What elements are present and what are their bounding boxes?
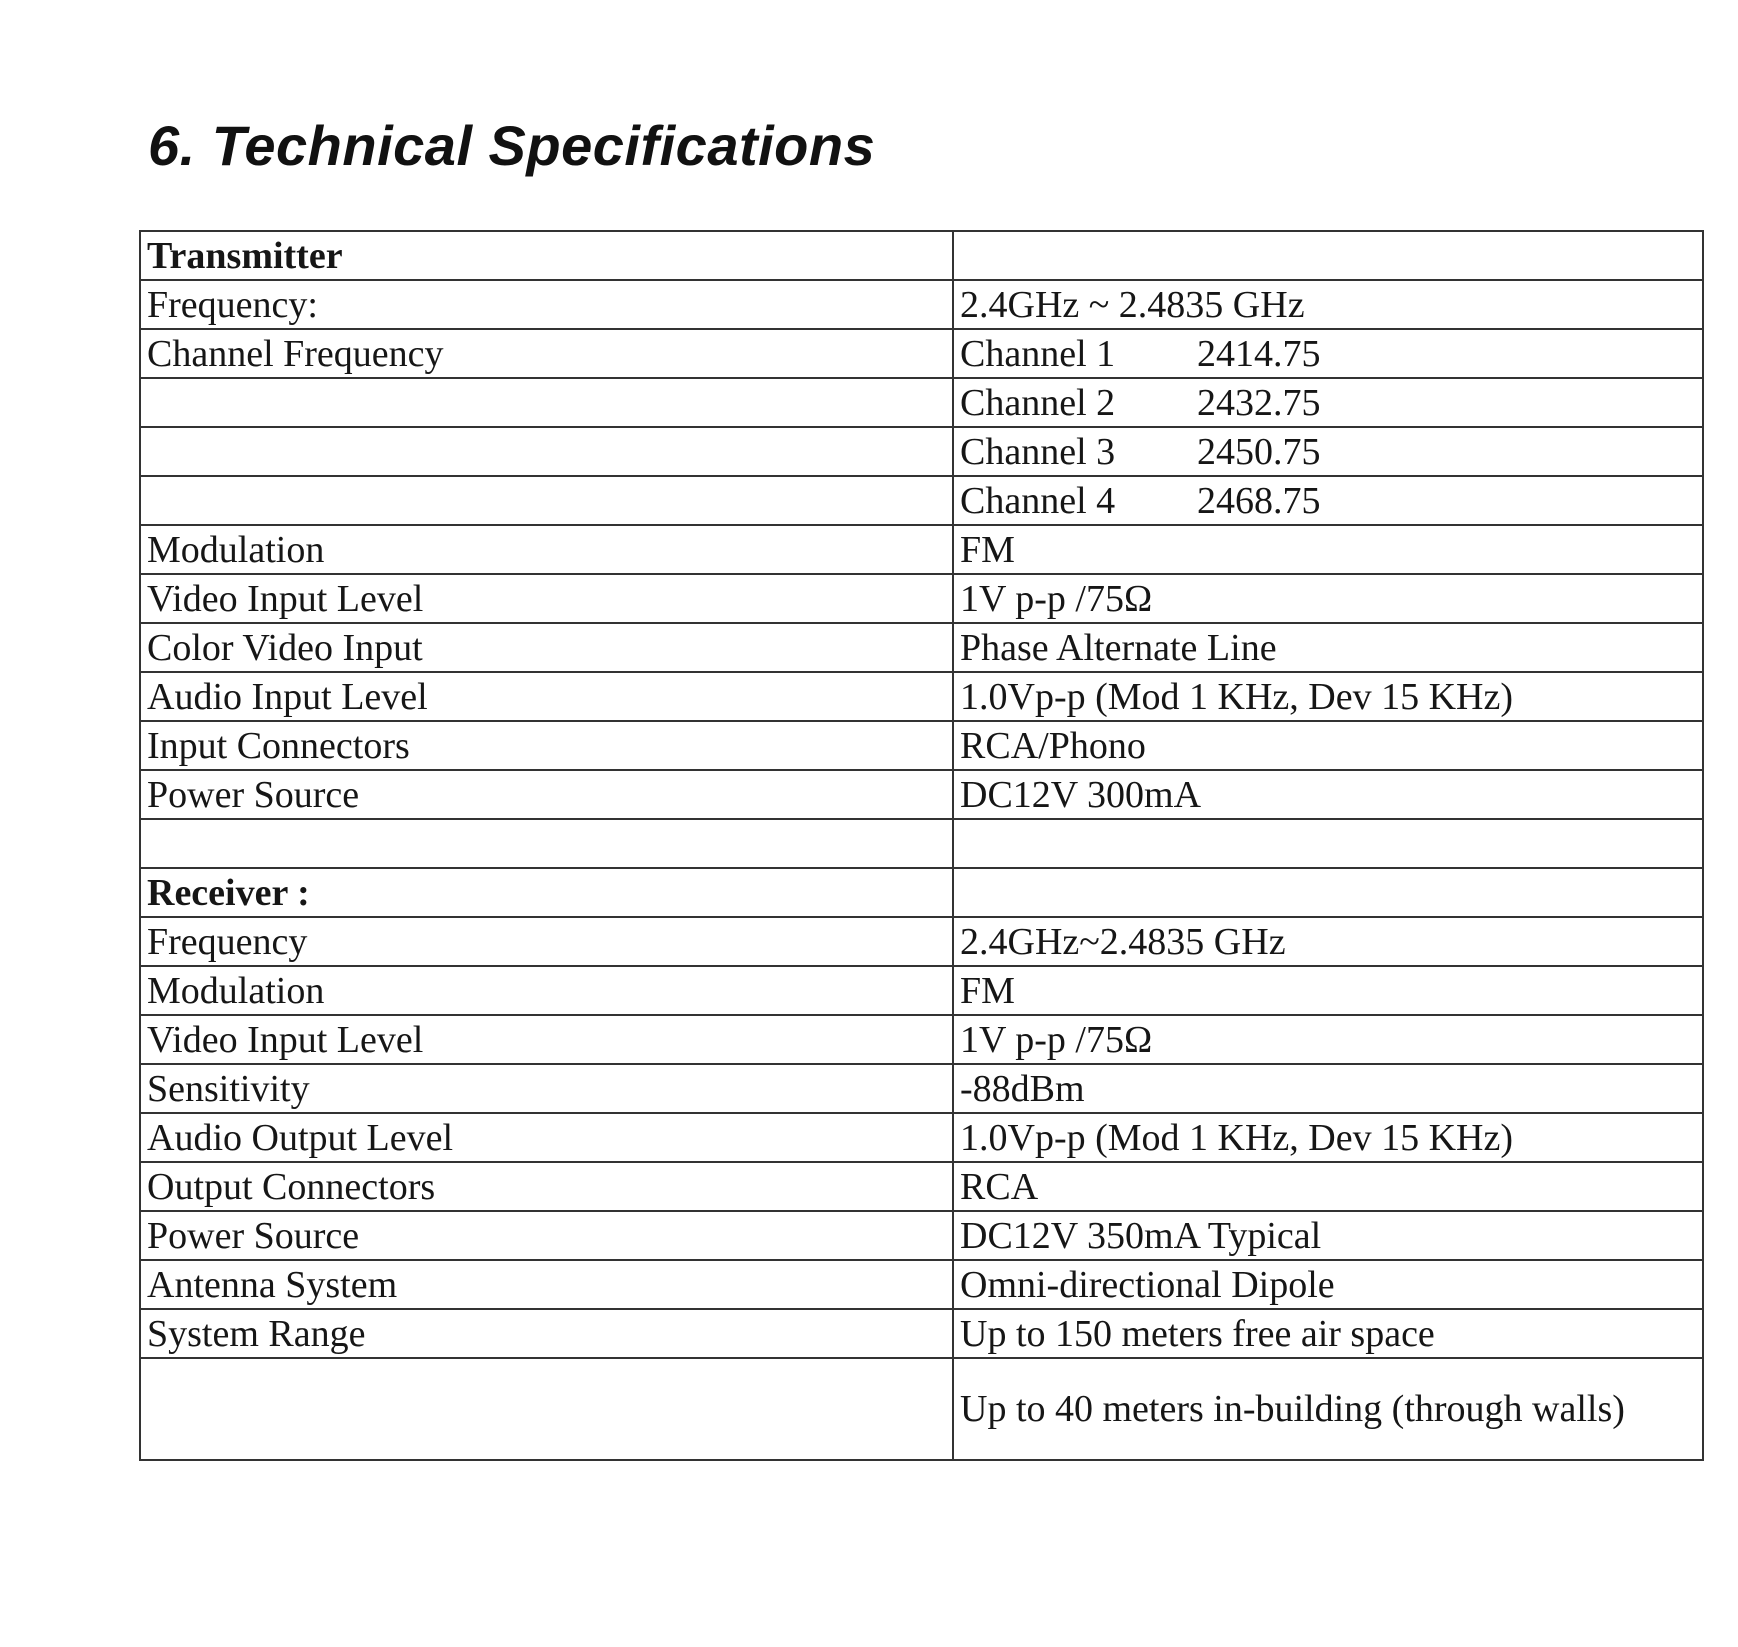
spec-label: Frequency:	[140, 280, 953, 329]
channel-frequency: 2468.75	[1197, 479, 1321, 522]
spec-value: 2.4GHz ~ 2.4835 GHz	[953, 280, 1703, 329]
spec-value: DC12V 350mA Typical	[953, 1211, 1703, 1260]
section-heading: Transmitter	[140, 231, 953, 280]
channel-name: Channel 4	[960, 479, 1116, 522]
table-row	[140, 623, 1703, 672]
section-header-receiver	[140, 868, 1703, 917]
spec-value: RCA/Phono	[953, 721, 1703, 770]
spec-label: Input Connectors	[140, 721, 953, 770]
channel-frequency: 2432.75	[1197, 381, 1321, 424]
spec-label: Channel Frequency	[140, 329, 953, 378]
channel-frequency: 2450.75	[1197, 430, 1321, 473]
spec-value: 1V p-p /75Ω	[953, 1015, 1703, 1064]
table-row	[140, 672, 1703, 721]
spec-label	[140, 378, 953, 427]
section-header-transmitter	[140, 231, 1703, 280]
spec-label: Color Video Input	[140, 623, 953, 672]
spec-value: FM	[953, 966, 1703, 1015]
table-row	[140, 329, 1703, 378]
table-row	[140, 1162, 1703, 1211]
blank-row	[140, 819, 1703, 868]
spec-value: 1.0Vp-p (Mod 1 KHz, Dev 15 KHz)	[953, 1113, 1703, 1162]
channel-name: Channel 3	[960, 430, 1116, 473]
spec-label	[140, 476, 953, 525]
section-heading: Receiver :	[140, 868, 953, 917]
spec-label: Sensitivity	[140, 1064, 953, 1113]
table-row	[140, 280, 1703, 329]
spec-label: Antenna System	[140, 1260, 953, 1309]
page-title: 6. Technical Specifications	[148, 114, 876, 177]
table-row	[140, 917, 1703, 966]
table-row	[140, 966, 1703, 1015]
spec-value: Up to 40 meters in-building (through walls)	[953, 1358, 1703, 1460]
spec-label: Power Source	[140, 770, 953, 819]
table-row	[140, 770, 1703, 819]
spec-label: Audio Input Level	[140, 672, 953, 721]
spec-label	[140, 1358, 953, 1460]
spec-label: Audio Output Level	[140, 1113, 953, 1162]
spec-value: 2.4GHz~2.4835 GHz	[953, 917, 1703, 966]
table-row	[140, 378, 1703, 427]
spec-value	[953, 427, 1703, 476]
spec-value: Omni-directional Dipole	[953, 1260, 1703, 1309]
spec-value: DC12V 300mA	[953, 770, 1703, 819]
table-row	[140, 427, 1703, 476]
table-row	[140, 1113, 1703, 1162]
spec-value: 1.0Vp-p (Mod 1 KHz, Dev 15 KHz)	[953, 672, 1703, 721]
spec-value: Phase Alternate Line	[953, 623, 1703, 672]
spec-label: Video Input Level	[140, 1015, 953, 1064]
channel-frequency: 2414.75	[1197, 332, 1321, 375]
spec-label: Video Input Level	[140, 574, 953, 623]
spec-value	[953, 476, 1703, 525]
blank-cell	[953, 819, 1703, 868]
spec-label: System Range	[140, 1309, 953, 1358]
spec-label: Modulation	[140, 525, 953, 574]
table-row	[140, 1309, 1703, 1358]
spec-value: 1V p-p /75Ω	[953, 574, 1703, 623]
table-row	[140, 1015, 1703, 1064]
blank-cell	[140, 819, 953, 868]
spec-label: Output Connectors	[140, 1162, 953, 1211]
spec-label: Modulation	[140, 966, 953, 1015]
table-row	[140, 1211, 1703, 1260]
spec-value	[953, 329, 1703, 378]
spec-value	[953, 378, 1703, 427]
spec-label: Frequency	[140, 917, 953, 966]
table-row	[140, 1260, 1703, 1309]
table-row	[140, 476, 1703, 525]
section-heading-value	[953, 231, 1703, 280]
spec-label: Power Source	[140, 1211, 953, 1260]
section-heading-value	[953, 868, 1703, 917]
table-row	[140, 525, 1703, 574]
channel-name: Channel 2	[960, 381, 1116, 424]
channel-name: Channel 1	[960, 332, 1116, 375]
spec-value: RCA	[953, 1162, 1703, 1211]
table-row	[140, 1064, 1703, 1113]
spec-table	[139, 230, 1704, 1461]
table-row	[140, 574, 1703, 623]
table-row	[140, 721, 1703, 770]
spec-value: -88dBm	[953, 1064, 1703, 1113]
spec-label	[140, 427, 953, 476]
spec-value: Up to 150 meters free air space	[953, 1309, 1703, 1358]
spec-value: FM	[953, 525, 1703, 574]
table-row	[140, 1358, 1703, 1460]
